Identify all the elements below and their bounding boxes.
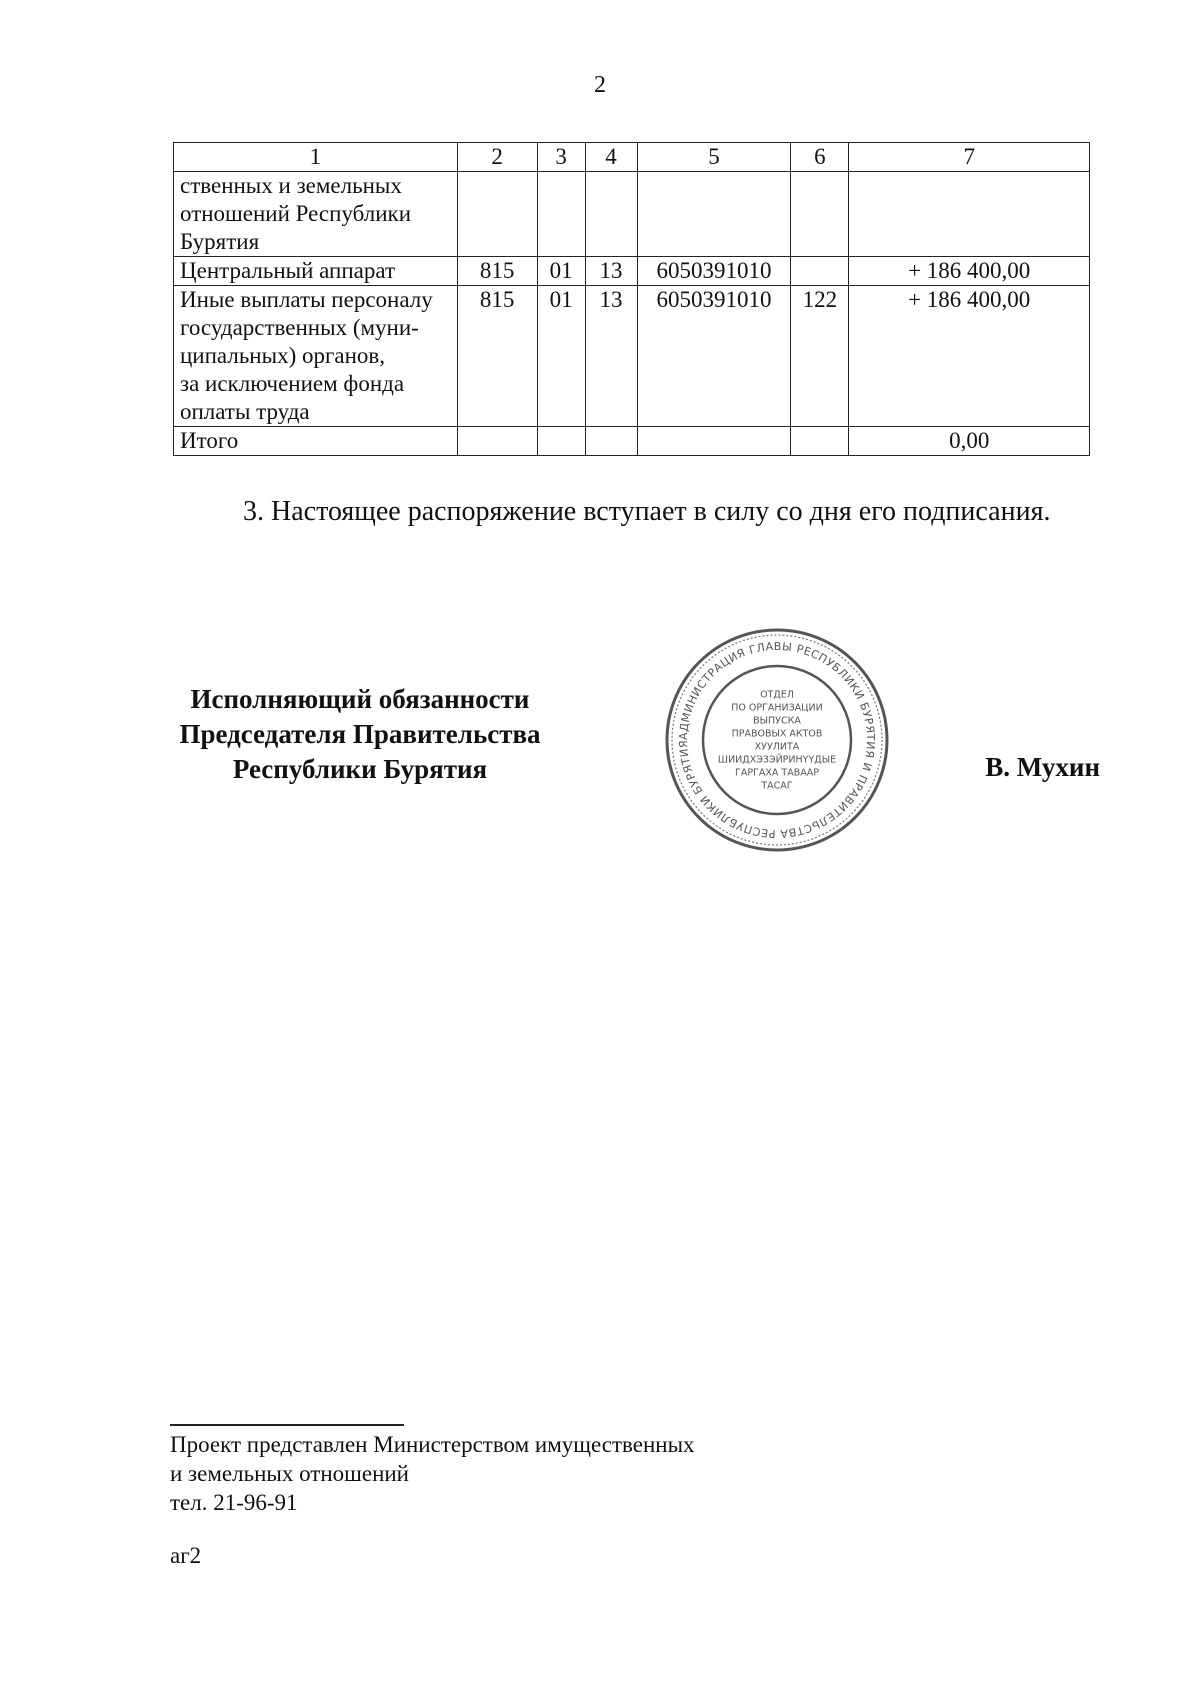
document-code: аг2 (170, 1543, 202, 1568)
table-cell (537, 172, 585, 257)
table-cell (791, 427, 849, 456)
row-name-cell: Центральный аппарат (174, 257, 458, 286)
seal-inner-text: ХУУЛИТА (754, 741, 800, 753)
table-cell: 01 (537, 286, 585, 427)
column-header: 7 (849, 143, 1090, 172)
footnote-separator (170, 1424, 404, 1426)
signer-name: В. Мухин (985, 752, 1100, 782)
table-row (174, 286, 1090, 427)
table-cell: 13 (585, 286, 637, 427)
table-cell: 13 (585, 257, 637, 286)
budget-table (173, 142, 1090, 456)
table-cell (791, 172, 849, 257)
table-cell (585, 427, 637, 456)
table-cell (637, 427, 791, 456)
table-cell: 122 (791, 286, 849, 427)
column-header: 4 (585, 143, 637, 172)
table-cell (457, 427, 537, 456)
table-cell (457, 172, 537, 257)
signer-position (160, 682, 560, 787)
seal-inner-text: ШИИДХЭЗЭЙРИНҮҮДЫЕ (717, 754, 837, 766)
seal-inner-text: ПРАВОВЫХ АКТОВ (731, 728, 823, 740)
seal-inner-text: ТАСАГ (761, 780, 793, 792)
signer-position-line: Республики Бурятия (232, 754, 488, 784)
table-total-row (174, 427, 1090, 456)
seal-inner-text: ВЫПУСКА (753, 715, 801, 727)
column-header: 1 (174, 143, 458, 172)
row-name-cell: ственных и земельных отношений Республики Бурятия (174, 172, 458, 257)
table-cell (791, 257, 849, 286)
row-name-cell: Иные выплаты персоналу государственных (муни- ципальных) органов, за исключением фонда оплаты труда (174, 286, 458, 427)
table-cell: 815 (457, 286, 537, 427)
decree-item-3: 3. Настоящее распоряжение вступает в силу со дня его подписания. (243, 496, 1051, 527)
signer-position-line: Председателя Правительства (179, 719, 541, 749)
table-header-row (174, 143, 1090, 172)
table-cell: 6050391010 (637, 257, 791, 286)
column-header: 6 (791, 143, 849, 172)
footnote: Проект представлен Министерством имущественных и земельных отношений тел. 21-96-91 (170, 1432, 695, 1515)
table-cell: 6050391010 (637, 286, 791, 427)
column-header: 3 (537, 143, 585, 172)
seal-inner-text: ГАРГАХА ТАВААР (735, 767, 819, 779)
table-row (174, 172, 1090, 257)
table-cell: 0,00 (849, 427, 1090, 456)
table-cell: 815 (457, 257, 537, 286)
column-header: 2 (457, 143, 537, 172)
table-cell: 01 (537, 257, 585, 286)
table-cell: + 186 400,00 (849, 257, 1090, 286)
table-cell (849, 172, 1090, 257)
table-row (174, 257, 1090, 286)
row-name-cell: Итого (174, 427, 458, 456)
official-seal-icon (662, 625, 892, 855)
page-number: 2 (594, 72, 606, 98)
seal-inner-text: ПО ОРГАНИЗАЦИИ (731, 702, 823, 714)
table-cell (585, 172, 637, 257)
table-cell (637, 172, 791, 257)
table-cell (537, 427, 585, 456)
column-header: 5 (637, 143, 791, 172)
signer-position-line: Исполняющий обязанности (190, 684, 530, 714)
seal-ring-text: АДМИНИСТРАЦИЯ ГЛАВЫ РЕСПУБЛИКИ БУРЯТИЯ И ПРАВИТЕЛЬСТВА РЕСПУБЛИКИ БУРЯТИЯ (676, 639, 878, 841)
table-cell: + 186 400,00 (849, 286, 1090, 427)
seal-inner-text: ОТДЕЛ (760, 689, 794, 701)
